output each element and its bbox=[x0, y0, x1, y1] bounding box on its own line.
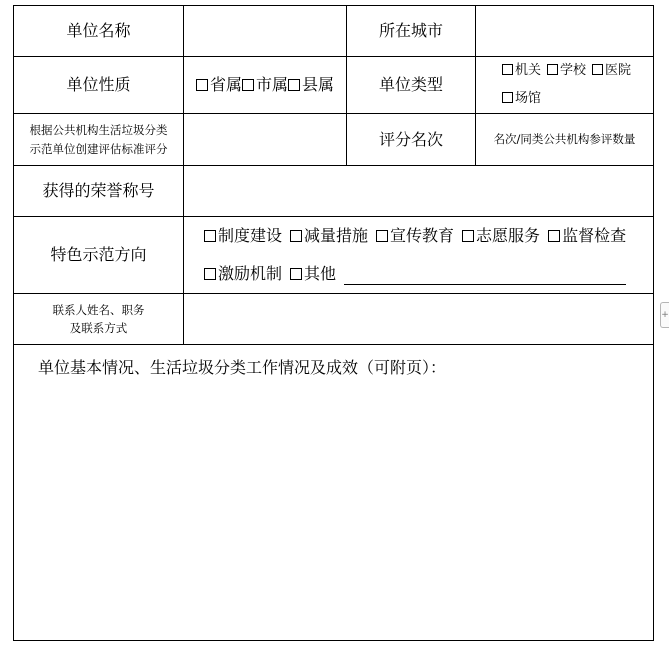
description-field[interactable] bbox=[14, 345, 654, 641]
row-honor bbox=[14, 166, 654, 217]
checkbox-icon[interactable] bbox=[592, 64, 603, 75]
unit-nature-options bbox=[184, 57, 347, 114]
unit-name-field[interactable] bbox=[184, 6, 347, 57]
feature-option-reduction[interactable]: 减量措施 bbox=[290, 226, 368, 245]
type-option-agency[interactable]: 机关 bbox=[502, 63, 541, 78]
contact-field[interactable] bbox=[184, 294, 654, 345]
feature-options bbox=[184, 217, 654, 294]
row-contact bbox=[14, 294, 654, 345]
feature-option-volunteer[interactable]: 志愿服务 bbox=[462, 226, 540, 245]
feature-option-supervision[interactable]: 监督检查 bbox=[548, 226, 626, 245]
nature-option-provincial[interactable]: 省属 bbox=[196, 75, 242, 94]
score-field[interactable] bbox=[184, 114, 347, 166]
checkbox-icon[interactable] bbox=[462, 230, 474, 242]
checkbox-icon[interactable] bbox=[290, 230, 302, 242]
rank-label: 评分名次 bbox=[347, 114, 476, 166]
city-field[interactable] bbox=[476, 6, 654, 57]
contact-label: 联系人姓名、职务 及联系方式 bbox=[14, 294, 184, 345]
type-option-venue[interactable]: 场馆 bbox=[502, 91, 541, 106]
nature-option-county[interactable]: 县属 bbox=[288, 75, 334, 94]
feature-option-system[interactable]: 制度建设 bbox=[204, 226, 282, 245]
feature-option-publicity[interactable]: 宣传教育 bbox=[376, 226, 454, 245]
checkbox-icon[interactable] bbox=[242, 79, 254, 91]
checkbox-icon[interactable] bbox=[548, 230, 560, 242]
nature-option-municipal[interactable]: 市属 bbox=[242, 75, 288, 94]
description-label: 单位基本情况、生活垃圾分类工作情况及成效（可附页）： bbox=[38, 358, 447, 377]
unit-nature-label: 单位性质 bbox=[14, 57, 184, 114]
type-option-hospital[interactable]: 医院 bbox=[592, 63, 631, 78]
feature-label: 特色示范方向 bbox=[14, 217, 184, 294]
checkbox-icon[interactable] bbox=[547, 64, 558, 75]
honor-label: 获得的荣誉称号 bbox=[14, 166, 184, 217]
rank-note[interactable]: 名次/同类公共机构参评数量 bbox=[476, 114, 654, 166]
checkbox-icon[interactable] bbox=[502, 92, 513, 103]
unit-name-label: 单位名称 bbox=[14, 6, 184, 57]
row-feature bbox=[14, 217, 654, 294]
unit-type-label: 单位类型 bbox=[347, 57, 476, 114]
checkbox-icon[interactable] bbox=[204, 268, 216, 280]
checkbox-icon[interactable] bbox=[290, 268, 302, 280]
feature-option-other[interactable]: 其他 bbox=[290, 264, 336, 283]
honor-field[interactable] bbox=[184, 166, 654, 217]
unit-type-options bbox=[476, 57, 654, 114]
row-description bbox=[14, 345, 654, 641]
checkbox-icon[interactable] bbox=[288, 79, 300, 91]
city-label: 所在城市 bbox=[347, 6, 476, 57]
checkbox-icon[interactable] bbox=[376, 230, 388, 242]
row-score bbox=[14, 114, 654, 166]
checkbox-icon[interactable] bbox=[196, 79, 208, 91]
row-unit-name bbox=[14, 6, 654, 57]
other-fill-line[interactable] bbox=[344, 264, 626, 285]
row-unit-nature bbox=[14, 57, 654, 114]
application-form-table bbox=[13, 5, 654, 641]
checkbox-icon[interactable] bbox=[204, 230, 216, 242]
type-option-school[interactable]: 学校 bbox=[547, 63, 586, 78]
checkbox-icon[interactable] bbox=[502, 64, 513, 75]
collapse-tab-icon[interactable]: + bbox=[660, 302, 669, 328]
score-basis-label: 根据公共机构生活垃圾分类 示范单位创建评估标准评分 bbox=[14, 114, 184, 166]
feature-option-incentive[interactable]: 激励机制 bbox=[204, 264, 282, 283]
